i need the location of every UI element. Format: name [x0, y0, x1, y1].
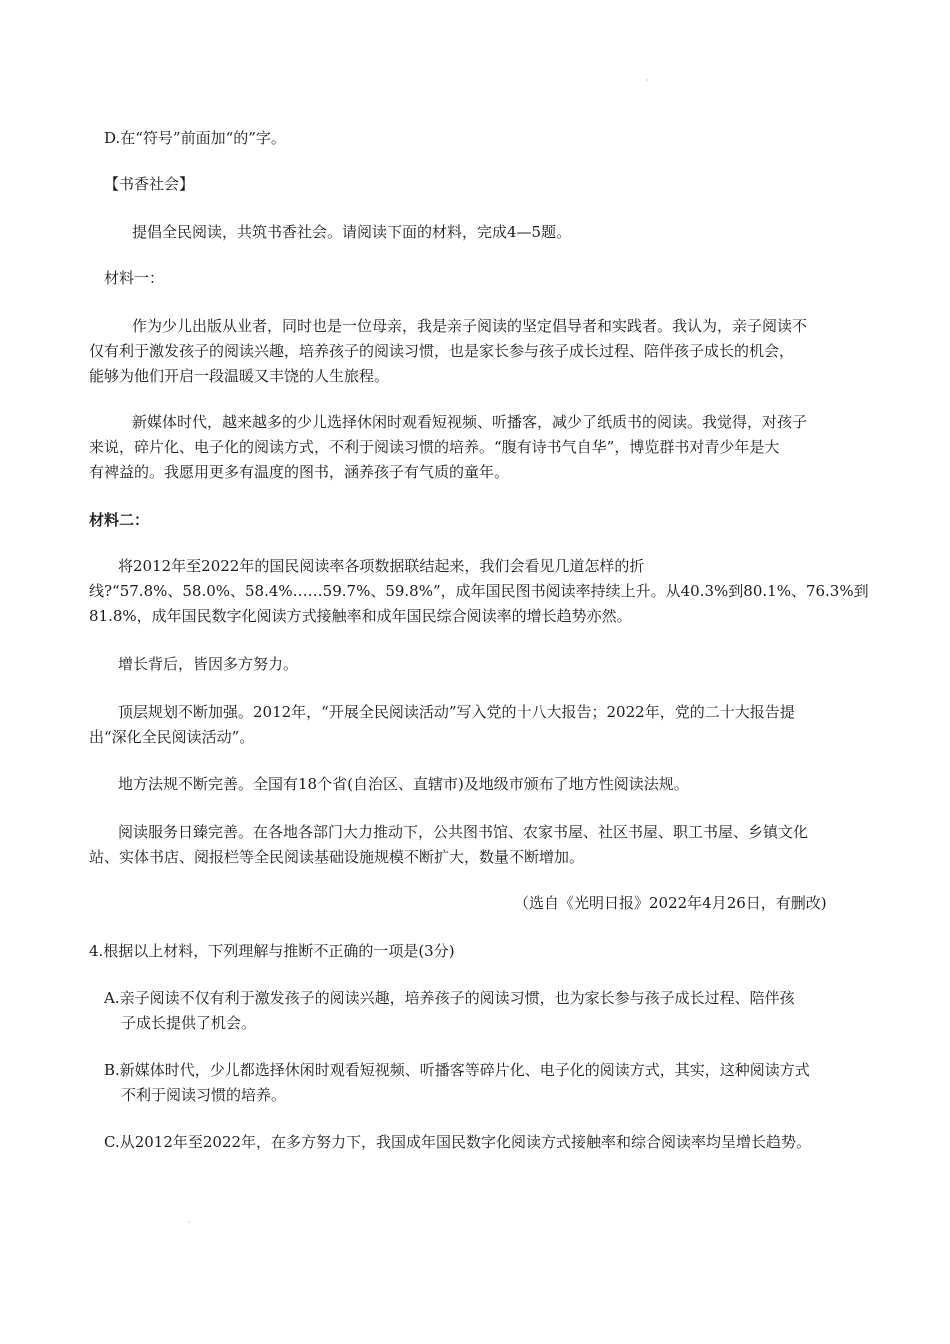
- material1-heading: 材料一：: [104, 269, 165, 287]
- q3-option-d: D.在“符号”前面加“的”字。: [104, 129, 286, 147]
- material2-source: （选自《光明日报》2022年4月26日，有删改): [514, 894, 827, 912]
- material1-p1-line2: 仅有利于激发孩子的阅读兴趣，培养孩子的阅读习惯，也是家长参与孩子成长过程、陪伴孩子成长的机会，: [89, 342, 795, 360]
- material2-p3-line2: 出“深化全民阅读活动”。: [89, 728, 255, 746]
- material2-p2: 增长背后，皆因多方努力。: [118, 655, 299, 673]
- material2-p3-line1: 顶层规划不断加强。2012年，“开展全民阅读活动”写入党的十八大报告；2022年，党的二十大报告提: [118, 703, 795, 721]
- scan-mark-top: ·: [646, 76, 649, 85]
- material2-p1-line2: 线?“57.8%、58.0%、58.4%……59.7%、59.8%”，成年国民图书阅读率持续上升。从40.3%到80.1%、76.3%到: [89, 582, 869, 600]
- material2-p1-line3: 81.8%，成年国民数字化阅读方式接触率和成年国民综合阅读率的增长趋势亦然。: [89, 607, 632, 625]
- material2-p1-line1: 将2012年至2022年的国民阅读率各项数据联结起来，我们会看见几道怎样的折: [118, 557, 645, 575]
- question4-option-b-line1: B.新媒体时代，少儿都选择休闲时观看短视频、听播客等碎片化、电子化的阅读方式，其实，这种阅读方式: [104, 1061, 810, 1079]
- section-intro: 提倡全民阅读，共筑书香社会。请阅读下面的材料，完成4—5题。: [132, 223, 572, 241]
- material1-p2-line2: 来说，碎片化、电子化的阅读方式，不利于阅读习惯的培养。“腹有诗书气自华”，博览群书对青少年是大: [89, 438, 780, 456]
- material1-p2-line3: 有裨益的。我愿用更多有温度的图书，涵养孩子有气质的童年。: [89, 463, 510, 481]
- material1-p1-line1: 作为少儿出版从业者，同时也是一位母亲，我是亲子阅读的坚定倡导者和实践者。我认为，亲子阅读不: [132, 317, 808, 335]
- material1-p2-line1: 新媒体时代，越来越多的少儿选择休闲时观看短视频、听播客，减少了纸质书的阅读。我觉得，对孩子: [132, 413, 808, 431]
- section-title: 【书香社会】: [104, 175, 195, 193]
- question4-option-a-line2: 子成长提供了机会。: [121, 1014, 257, 1032]
- material2-p5-line1: 阅读服务日臻完善。在各地各部门大力推动下，公共图书馆、农家书屋、社区书屋、职工书屋、乡镇文化: [118, 823, 809, 841]
- material2-heading: 材料二：: [89, 511, 150, 529]
- question4-option-a-line1: A.亲子阅读不仅有利于激发孩子的阅读兴趣，培养孩子的阅读习惯，也为家长参与孩子成长过程、陪伴孩: [104, 989, 795, 1007]
- material1-p1-line3: 能够为他们开启一段温暖又丰饶的人生旅程。: [89, 367, 390, 385]
- material2-p5-line2: 站、实体书店、阅报栏等全民阅读基础设施规模不断扩大，数量不断增加。: [89, 848, 585, 866]
- material2-p4: 地方法规不断完善。全国有18个省(自治区、直辖市)及地级市颁布了地方性阅读法规。: [118, 775, 689, 793]
- question4-option-c: C.从2012年至2022年，在多方努力下，我国成年国民数字化阅读方式接触率和综合阅读率均呈增长趋势。: [104, 1133, 812, 1151]
- scan-mark-bottom: ·: [188, 1218, 191, 1227]
- question4-option-b-line2: 不利于阅读习惯的培养。: [121, 1086, 287, 1104]
- question4-stem: 4.根据以上材料，下列理解与推断不正确的一项是(3分): [89, 942, 455, 960]
